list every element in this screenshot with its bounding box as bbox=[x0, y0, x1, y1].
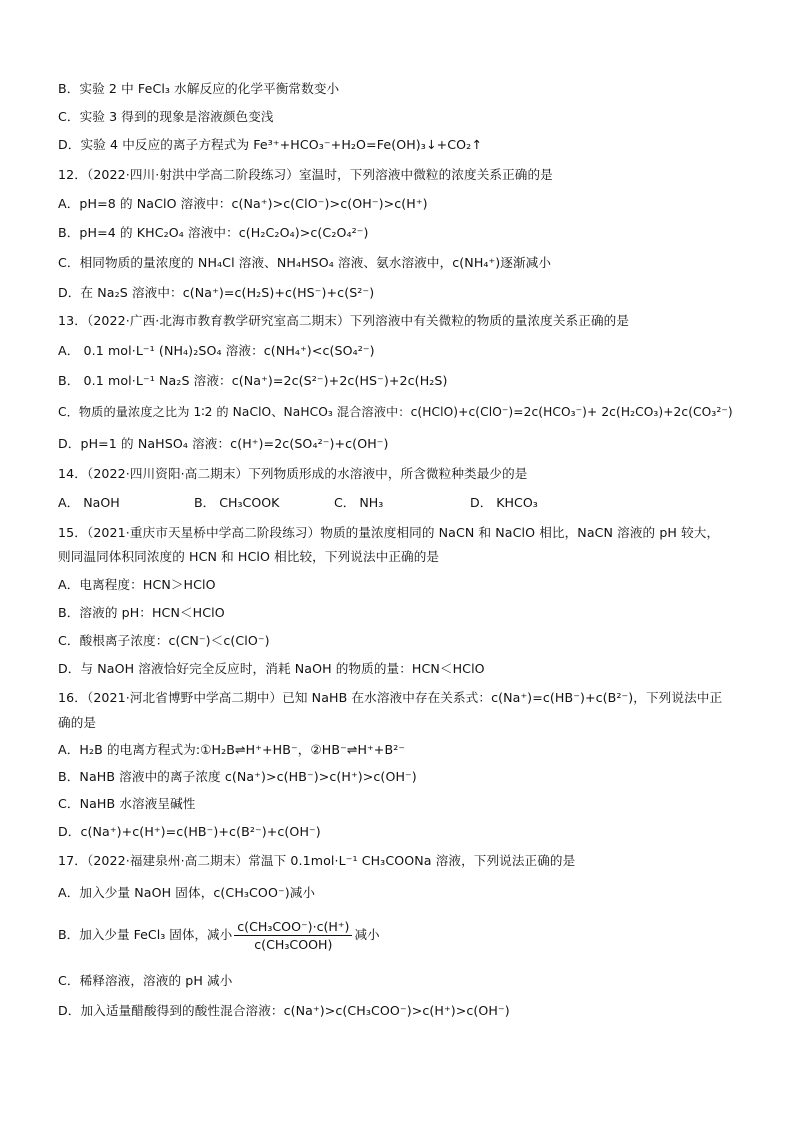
fraction-denominator: c(CH₃COOH) bbox=[254, 937, 333, 952]
question-16: 16．（2021·河北省博野中学高二期中）已知 NaHB 在水溶液中存在关系式：c(Na⁺)=c(HB⁻)+c(B²⁻)，下列说法中正 bbox=[58, 690, 723, 705]
text-line: B．实验 2 中 FeCl₃ 水解反应的化学平衡常数变小 bbox=[58, 81, 340, 96]
text-line: D．加入适量醋酸得到的酸性混合溶液：c(Na⁺)>c(CH₃COO⁻)>c(H⁺)>c(OH⁻) bbox=[58, 1003, 510, 1018]
text-line: D．在 Na₂S 溶液中：c(Na⁺)=c(H₂S)+c(HS⁻)+c(S²⁻) bbox=[58, 285, 375, 300]
text-line: 则同温同体积同浓度的 HCN 和 HClO 相比较，下列说法中正确的是 bbox=[58, 549, 440, 564]
question-12: 12．（2022·四川·射洪中学高二阶段练习）室温时，下列溶液中微粒的浓度关系正确的是 bbox=[58, 167, 553, 182]
text-line: A．pH=8 的 NaClO 溶液中：c(Na⁺)>c(ClO⁻)>c(OH⁻)>c(H⁺) bbox=[58, 196, 428, 211]
q17-option-b bbox=[58, 918, 380, 953]
text-line: D．c(Na⁺)+c(H⁺)=c(HB⁻)+c(B²⁻)+c(OH⁻) bbox=[58, 824, 321, 839]
question-13: 13．（2022·广西·北海市教育教学研究室高二期末）下列溶液中有关微粒的物质的量浓度关系正确的是 bbox=[58, 313, 630, 328]
q17b-suffix: 减小 bbox=[354, 927, 380, 942]
q14-option-c: C． NH₃ bbox=[334, 495, 384, 510]
text-line: A． 0.1 mol·L⁻¹ (NH₄)₂SO₄ 溶液：c(NH₄⁺)<c(SO₄²⁻) bbox=[58, 343, 375, 358]
text-line: D．pH=1 的 NaHSO₄ 溶液：c(H⁺)=2c(SO₄²⁻)+c(OH⁻) bbox=[58, 436, 389, 451]
fraction-numerator: c(CH₃COO⁻)·c(H⁺) bbox=[234, 918, 352, 936]
text-line: C．稀释溶液，溶液的 pH 减小 bbox=[58, 973, 233, 988]
text-line: C．相同物质的量浓度的 NH₄Cl 溶液、NH₄HSO₄ 溶液、氨水溶液中，c(NH₄⁺)逐渐减小 bbox=[58, 255, 552, 270]
text-line: B．NaHB 溶液中的离子浓度 c(Na⁺)>c(HB⁻)>c(H⁺)>c(OH⁻) bbox=[58, 769, 417, 784]
question-15: 15．（2021·重庆市天星桥中学高二阶段练习）物质的量浓度相同的 NaCN 和 NaClO 相比，NaCN 溶液的 pH 较大， bbox=[58, 525, 720, 540]
q17b-prefix: B．加入少量 FeCl₃ 固体，减小 bbox=[58, 927, 233, 942]
q14-option-a: A． NaOH bbox=[58, 495, 120, 510]
fraction bbox=[234, 918, 352, 953]
q14-option-d: D． KHCO₃ bbox=[470, 495, 538, 510]
text-line: C．实验 3 得到的现象是溶液颜色变浅 bbox=[58, 109, 274, 124]
text-line: C．物质的量浓度之比为 1∶2 的 NaClO、NaHCO₃ 混合溶液中：c(HClO)+c(ClO⁻)=2c(HCO₃⁻)+ 2c(H₂CO₃)+2c(CO₃²⁻) bbox=[58, 405, 733, 419]
text-line: A．加入少量 NaOH 固体，c(CH₃COO⁻)减小 bbox=[58, 885, 316, 900]
question-17: 17．（2022·福建泉州·高二期末）常温下 0.1mol·L⁻¹ CH₃COONa 溶液，下列说法正确的是 bbox=[58, 853, 576, 868]
question-14: 14．（2022·四川资阳·高二期末）下列物质形成的水溶液中，所含微粒种类最少的是 bbox=[58, 466, 528, 481]
text-line: C．NaHB 水溶液呈碱性 bbox=[58, 796, 196, 811]
text-line: C．酸根离子浓度：c(CN⁻)＜c(ClO⁻) bbox=[58, 633, 270, 648]
text-line: 确的是 bbox=[58, 715, 97, 730]
text-line: A．H₂B 的电离方程式为:①H₂B⇌H⁺+HB⁻，②HB⁻⇌H⁺+B²⁻ bbox=[58, 742, 406, 757]
text-line: A．电离程度：HCN＞HClO bbox=[58, 577, 216, 592]
text-line: D．实验 4 中反应的离子方程式为 Fe³⁺+HCO₃⁻+H₂O=Fe(OH)₃↓+CO₂↑ bbox=[58, 137, 482, 152]
text-line: B．pH=4 的 KHC₂O₄ 溶液中：c(H₂C₂O₄)>c(C₂O₄²⁻) bbox=[58, 225, 369, 240]
text-line: D．与 NaOH 溶液恰好完全反应时，消耗 NaOH 的物质的量：HCN＜HClO bbox=[58, 661, 485, 676]
text-line: B．溶液的 pH：HCN＜HClO bbox=[58, 605, 225, 620]
text-line: B． 0.1 mol·L⁻¹ Na₂S 溶液：c(Na⁺)=2c(S²⁻)+2c(HS⁻)+2c(H₂S) bbox=[58, 373, 448, 388]
q14-option-b: B． CH₃COOK bbox=[194, 495, 280, 510]
